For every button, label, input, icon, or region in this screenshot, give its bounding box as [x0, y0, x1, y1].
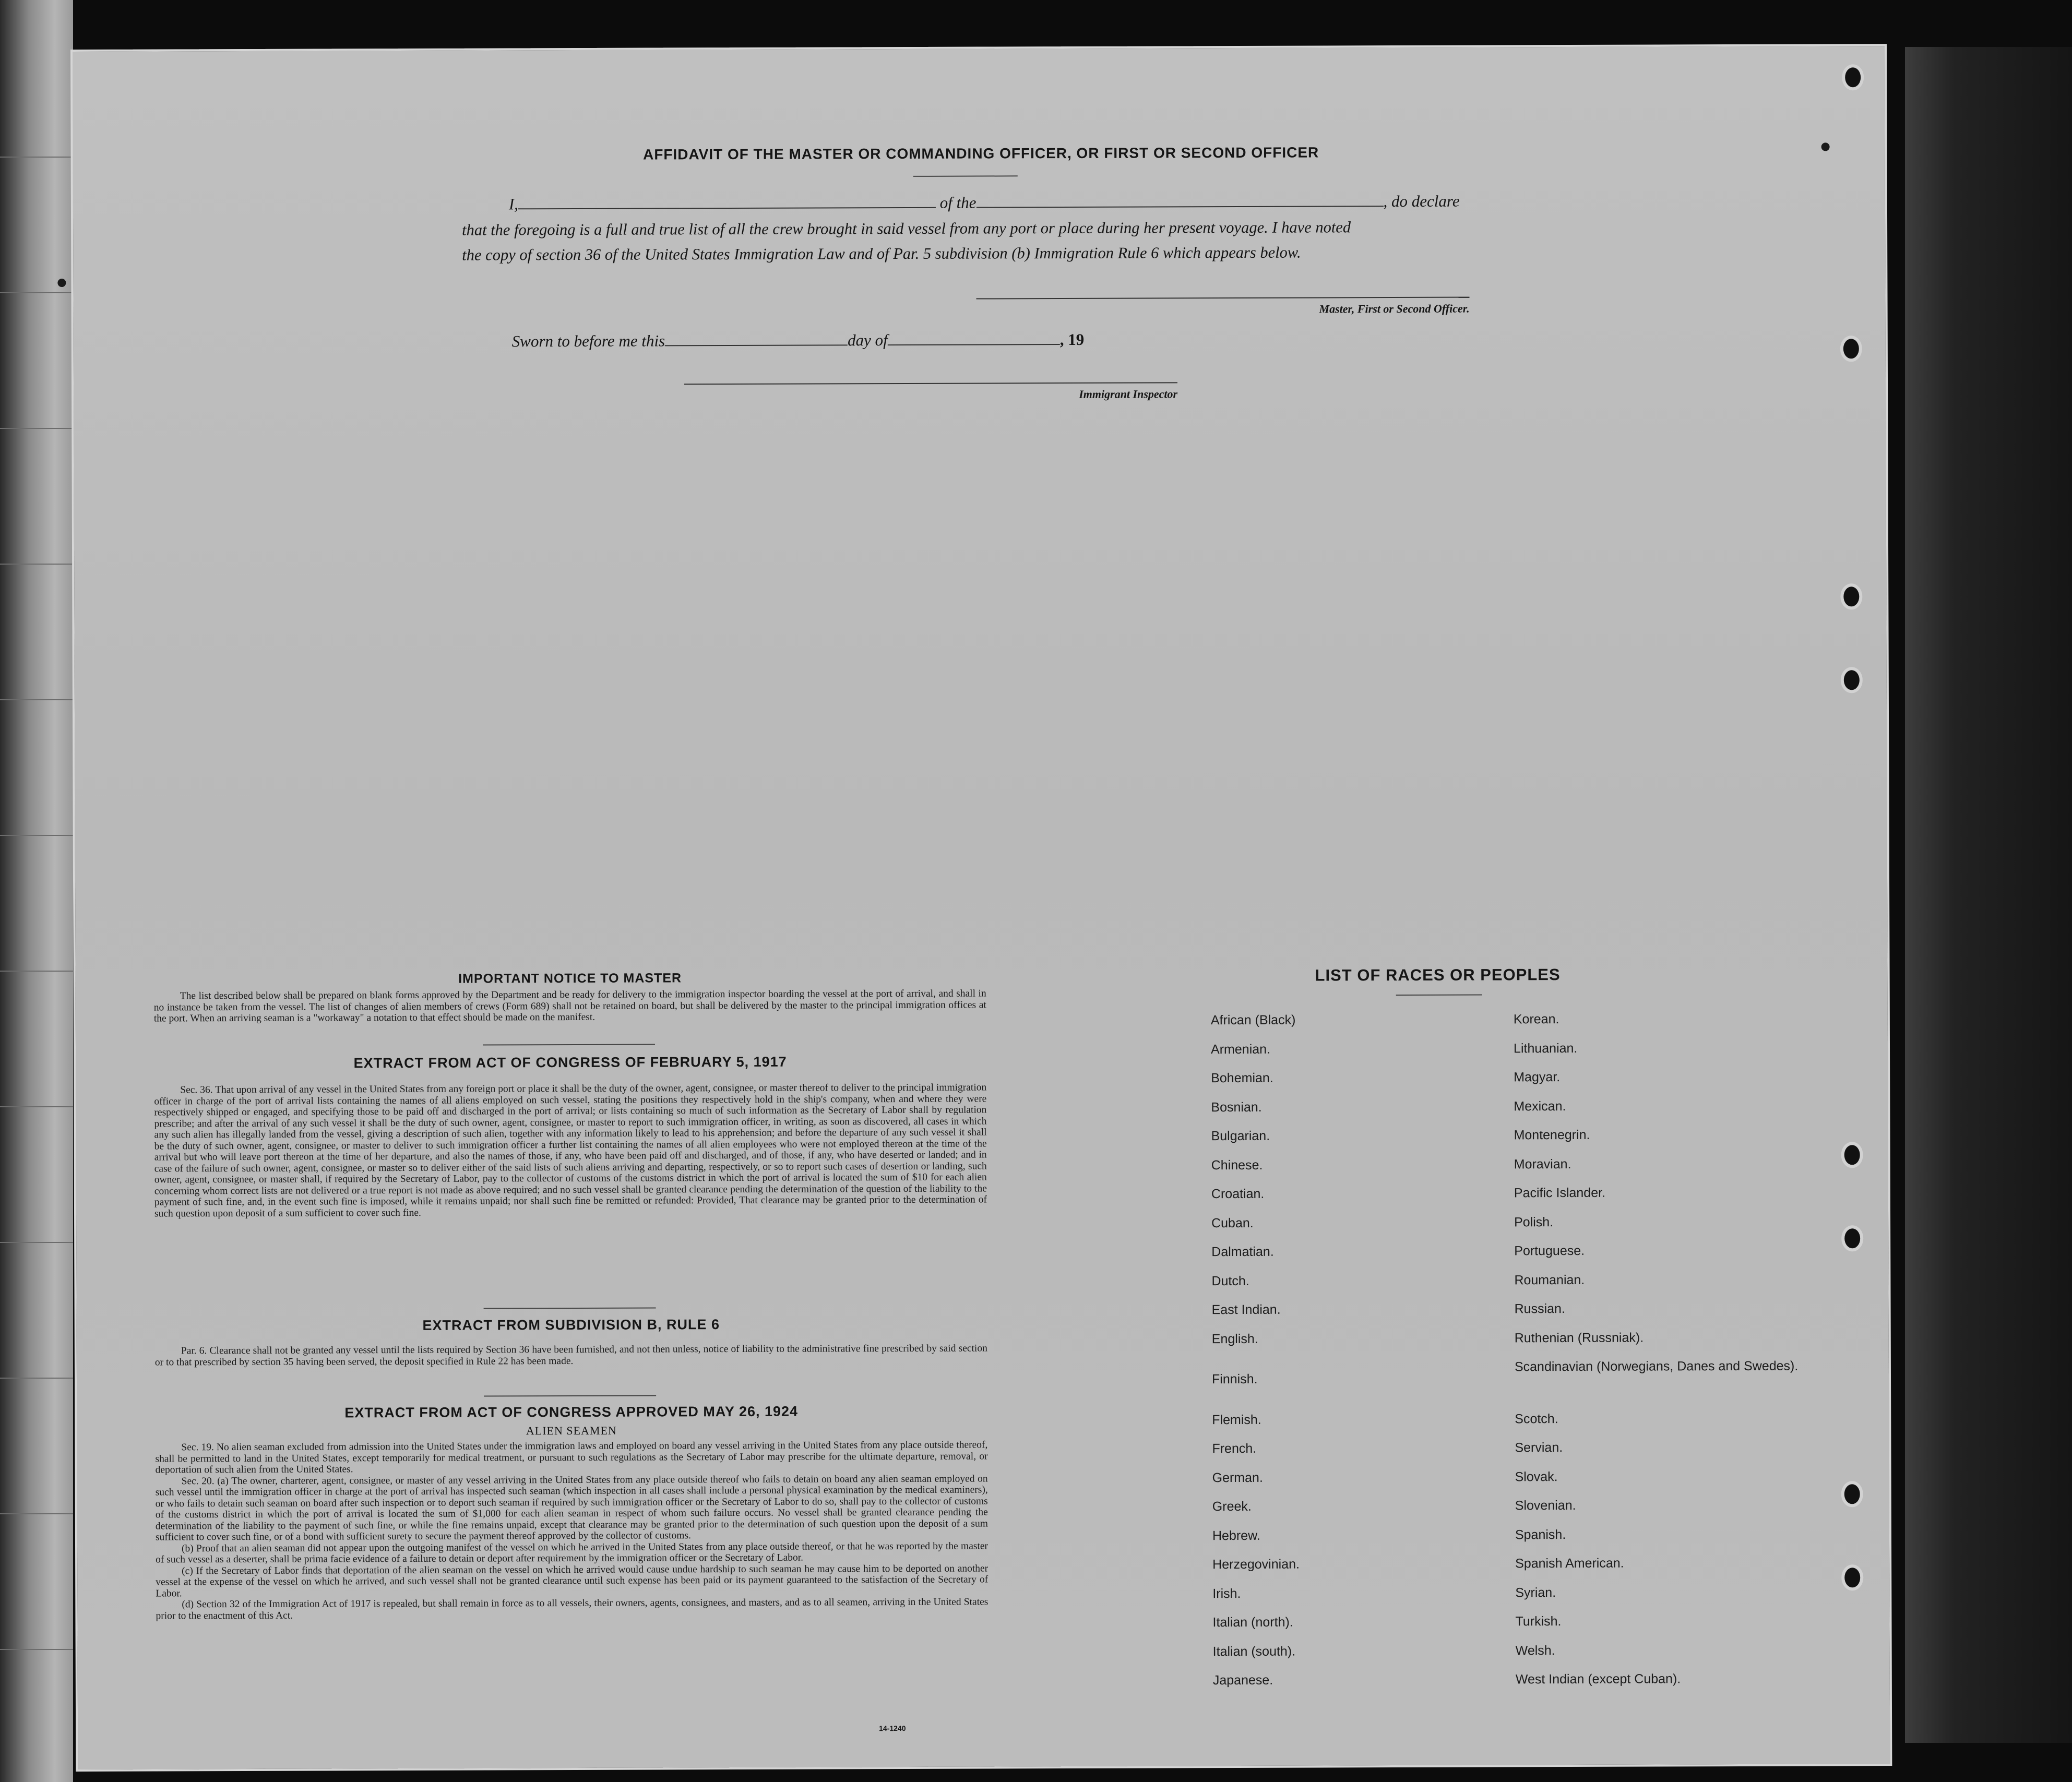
sworn-line: [512, 330, 1085, 351]
right-race-item: Ruthenian (Russniak).: [1514, 1330, 1644, 1345]
left-race-item: Bosnian.: [1211, 1099, 1262, 1115]
notice-title: IMPORTANT NOTICE TO MASTER: [458, 971, 682, 986]
notice-paragraph: The list described below shall be prepared on blank forms approved by the Department and be ready for delivery to the immigration inspector boarding the vessel at the port of arrival, and shall in no instance be taken from the vessel. The list of changes of alien members of crews (Form 689) shall not be retained on board, but shall be delivered by the master to the principal immigration offices at the port. When an arriving seaman is a "workaway" a notation to that effect should be made on the manifest.: [153, 988, 986, 1024]
right-race-item: Lithuanian.: [1513, 1041, 1578, 1056]
right-race-item: Welsh.: [1515, 1643, 1555, 1658]
section-rule: [484, 1395, 656, 1396]
extract-1917-title: EXTRACT FROM ACT OF CONGRESS OF FEBRUARY 5, 1917: [353, 1054, 787, 1071]
binder-hole: [1841, 1564, 1863, 1590]
sec-20d-paragraph: (d) Section 32 of the Immigration Act of 1917 is repealed, but shall remain in force as to all vessels, their owners, agents, consignees, and masters, and as to all seamen, arriving in the United States prior to the enactment of this Act.: [156, 1596, 989, 1622]
right-race-item: West Indian (except Cuban).: [1515, 1671, 1681, 1687]
binder-hole: [1841, 667, 1863, 693]
left-race-item: Hebrew.: [1212, 1528, 1260, 1543]
sworn-day-field[interactable]: [665, 332, 848, 346]
left-race-item: Dalmatian.: [1211, 1244, 1274, 1260]
day-of-label: day of: [848, 331, 888, 350]
races-title-rule: [1396, 995, 1482, 996]
left-race-item: Finnish.: [1211, 1371, 1258, 1387]
affidavit-line-2: that the foregoing is a full and true list of all the crew brought in said vessel from any port or place during her present voyage. I have noted: [462, 218, 1351, 239]
binder-hole: [1841, 1142, 1863, 1168]
left-race-item: Italian (south).: [1212, 1644, 1296, 1659]
right-race-item: Spanish.: [1515, 1527, 1566, 1542]
section-36-paragraph: Sec. 36. That upon arrival of any vessel in the United States from any foreign port or place it shall be the duty of the owner, agent, consignee, or master thereof to deliver to the principal immigration officer in charge of the port of arrival lists containing the names of all aliens employed on such vessel, stating the positions they respectively hold in the ship's company, when and where they were respectively shipped or engaged, and specifying those to be paid off and discharged in the port of arrival; or lists containing so much of such information as the Secretary of Labor shall by regulation prescribe; and after the arrival of any such vessel it shall be the duty of such owner, agent, consignee, or master to report to such immigration officer, in writing, as soon as discovered, all cases in which any such alien has illegally landed from the vessel, giving a description of such alien, together with any information likely to lead to his apprehension; and before the departure of any such vessel it shall be the duty of such owner, agent, consignee, or master to deliver to such immigration officer a further list containing the names of all alien employees who were not employed thereon at the time of the arrival but who will leave port thereon at the time of her departure, and also the names of those, if any, who have been paid off and discharged, and of those, if any, who have deserted or landed; and in case of the failure of such owner, agent, consignee, or master so to deliver either of the said lists of such aliens arriving and departing, respectively, or so to report such cases of desertion or landing, such owner, agent, consignee, or master shall, if required by the Secretary of Labor, pay to the collector of customs of the customs district in which the port of arrival is located the sum of $10 for each alien concerning whom correct lists are not delivered or a true report is not made as above required; and no such vessel shall be granted clearance pending the determination of the question of the liability to the payment of such fine, and, in the event such fine is imposed, while it remains unpaid; nor shall such fine be remitted or refunded: Provided, That clearance may be granted prior to the determination of such question upon deposit of a sum sufficient to cover such fine.: [154, 1082, 987, 1219]
right-race-item: Scandinavian (Norwegians, Danes and Swedes).: [1514, 1358, 1799, 1374]
affidavit-i-label: I,: [508, 195, 519, 213]
right-race-item: Russian.: [1514, 1301, 1565, 1317]
binder-edge: [1905, 47, 2072, 1743]
right-race-item: Servian.: [1515, 1440, 1563, 1455]
right-race-item: Portuguese.: [1514, 1243, 1585, 1259]
affidavit-line-1: [509, 192, 1460, 214]
binder-hole: [1840, 336, 1862, 362]
left-race-item: Croatian.: [1211, 1186, 1265, 1202]
sec-20c-paragraph: (c) If the Secretary of Labor finds that deportation of the alien seaman on the vessel on which he arrived would cause undue hardship to such seaman he may cause him to be deported on another vessel at the expense of the vessel on which he arrived, and such vessel shall not be granted clearance until such expense has been paid or its payment guaranteed to the satisfaction of the Secretary of Labor.: [156, 1562, 989, 1599]
title-rule: [913, 175, 1018, 177]
left-race-item: Chinese.: [1211, 1157, 1263, 1173]
right-race-item: Scotch.: [1515, 1411, 1558, 1426]
manifest-back-page: [70, 44, 1892, 1772]
binder-hole: [1840, 583, 1862, 609]
inspector-signature-line[interactable]: [684, 382, 1177, 385]
notice-text: [154, 988, 986, 1024]
left-race-item: African (Black): [1210, 1012, 1296, 1028]
sworn-month-field[interactable]: [888, 331, 1060, 345]
alien-seamen-subtitle: ALIEN SEAMEN: [526, 1424, 617, 1438]
master-signature-label: Master, First or Second Officer.: [1319, 302, 1470, 316]
year-label: , 19: [1059, 330, 1085, 349]
right-race-item: Moravian.: [1514, 1156, 1571, 1171]
extract-1924-title: EXTRACT FROM ACT OF CONGRESS APPROVED MAY 26, 1924: [344, 1403, 799, 1421]
master-signature-line[interactable]: [977, 297, 1470, 300]
left-race-item: French.: [1212, 1441, 1257, 1456]
left-race-item: German.: [1212, 1470, 1263, 1485]
left-race-item: Greek.: [1212, 1499, 1252, 1514]
affidavit-line-3: the copy of section 36 of the United States Immigration Law and of Par. 5 subdivision (b) Immigration Rule 6 which appears below.: [462, 243, 1301, 264]
binder-hole: [1841, 1481, 1863, 1507]
right-race-item: Magyar.: [1514, 1070, 1561, 1085]
right-race-item: Slovak.: [1515, 1469, 1558, 1484]
left-race-item: Herzegovinian.: [1212, 1557, 1300, 1572]
right-race-item: Montenegrin.: [1514, 1127, 1590, 1143]
left-race-item: Bulgarian.: [1211, 1128, 1270, 1144]
sworn-label: Sworn to before me this: [511, 331, 665, 351]
binder-hole: [1842, 64, 1864, 90]
left-race-item: East Indian.: [1211, 1302, 1281, 1318]
form-number: 14-1240: [879, 1724, 906, 1733]
par-6-paragraph: Par. 6. Clearance shall not be granted any vessel until the lists required by Section 36 have been furnished, and not then unless, notice of liability to the administrative fine prescribed by said section or to that prescribed by section 35 having been served, the deposit specified in Rule 22 has been made.: [154, 1343, 987, 1368]
left-race-item: English.: [1211, 1331, 1258, 1346]
master-name-field[interactable]: [518, 195, 936, 210]
left-race-item: Dutch.: [1211, 1273, 1249, 1288]
right-race-item: Roumanian.: [1514, 1272, 1585, 1287]
right-race-item: Slovenian.: [1515, 1498, 1576, 1513]
right-race-item: Korean.: [1513, 1012, 1559, 1027]
left-race-item: Italian (north).: [1212, 1614, 1293, 1630]
left-race-item: Armenian.: [1210, 1042, 1271, 1057]
section-rule: [484, 1307, 656, 1309]
affidavit-title: AFFIDAVIT OF THE MASTER OR COMMANDING OFFICER, OR FIRST OR SECOND OFFICER: [643, 144, 1319, 163]
left-race-item: Irish.: [1212, 1586, 1241, 1601]
extract-rule6-text: [155, 1343, 987, 1368]
races-title: LIST OF RACES OR PEOPLES: [1315, 965, 1561, 985]
left-race-item: Cuban.: [1211, 1215, 1254, 1230]
right-race-item: Pacific Islander.: [1514, 1185, 1606, 1201]
adjacent-ledger-edge: [0, 0, 73, 1782]
ink-spot: [57, 279, 66, 287]
left-race-item: Flemish.: [1212, 1412, 1261, 1427]
right-race-item: Turkish.: [1515, 1614, 1562, 1629]
right-race-item: Polish.: [1514, 1214, 1554, 1229]
extract-rule6-title: EXTRACT FROM SUBDIVISION B, RULE 6: [422, 1317, 720, 1333]
left-race-item: Japanese.: [1212, 1672, 1273, 1688]
affidavit-of-the-label: of the: [939, 193, 977, 212]
inspector-signature-label: Immigrant Inspector: [1079, 387, 1178, 401]
binder-hole: [1841, 1225, 1863, 1251]
vessel-name-field[interactable]: [976, 193, 1383, 208]
extract-1917-text: [154, 1082, 987, 1219]
right-race-item: Syrian.: [1515, 1585, 1556, 1600]
sec-19-paragraph: Sec. 19. No alien seaman excluded from admission into the United States under the immigration laws and employed on board any vessel arriving in the United States from any place outside thereof, shall be permitted to land in the United States, except temporarily for medical treatment, or pursuant to such regulations as the Secretary of Labor may prescribe for the ultimate departure, removal, or deportation of such alien from the United States.: [155, 1439, 988, 1476]
section-rule: [483, 1044, 655, 1045]
sec-20a-paragraph: Sec. 20. (a) The owner, charterer, agent, consignee, or master of any vessel arriving in the United States from any place outside thereof who fails to detain on board any alien seaman employed on such vessel until the immigration officer in charge at the port of arrival has inspected such seaman (which inspection in all cases shall include a personal physical examination by the medical examiners), or who fails to detain such seaman on board after such inspection or to deport such seaman if required by such immigration officer or the Secretary of Labor to do so, shall pay to the collector of customs of the customs district in which the port of arrival is located the sum of $1,000 for each alien seaman in respect of whom such failure occurs. No vessel shall be granted clearance pending the determination of the liability to the payment of such fine, or while the fine remains unpaid, except that clearance may be granted prior to the determination of such question upon the deposit of a sum sufficient to cover such fine, or of a bond with sufficient surety to secure the payment thereof approved by the collector of customs.: [155, 1473, 988, 1543]
left-race-item: Bohemian.: [1211, 1070, 1273, 1086]
right-race-item: Spanish American.: [1515, 1556, 1624, 1571]
extract-1924-text: [155, 1439, 988, 1621]
right-race-item: Mexican.: [1514, 1098, 1566, 1114]
sec-20b-paragraph: (b) Proof that an alien seaman did not appear upon the outgoing manifest of the vessel on which he arrived in the United States from any place outside thereof, or that he was reported by the master of such vessel as a deserter, shall be prima facie evidence of a failure to detain or deport after requirement by the immigration officer or the Secretary of Labor.: [156, 1540, 989, 1565]
affidavit-declare-label: , do declare: [1383, 192, 1460, 211]
